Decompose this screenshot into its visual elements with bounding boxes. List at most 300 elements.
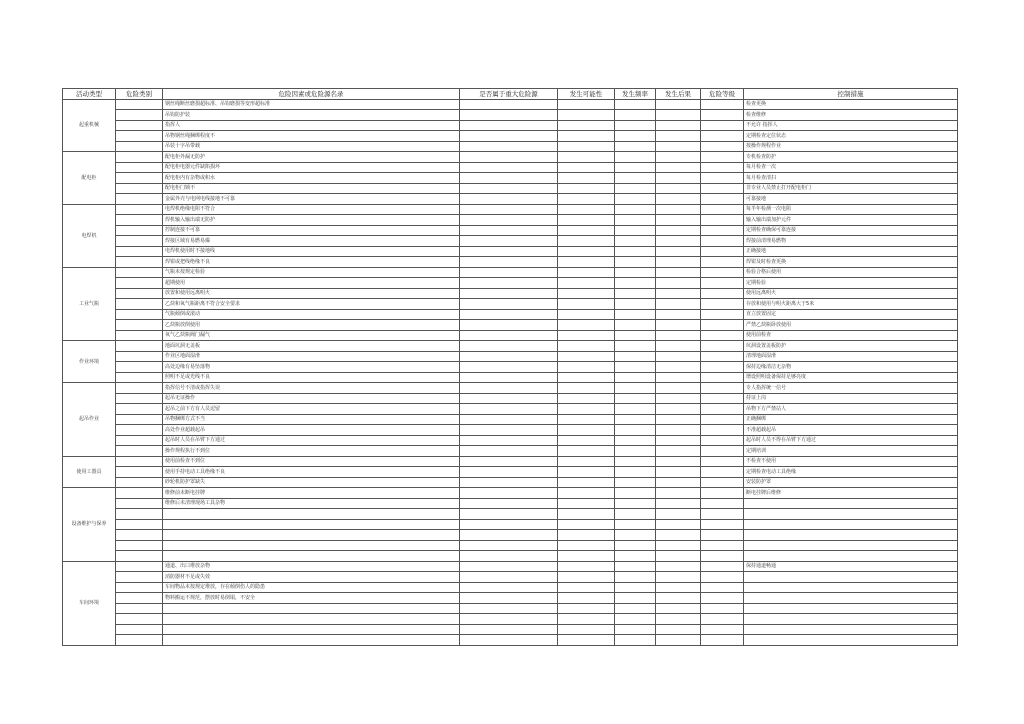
consequence-cell <box>656 393 701 404</box>
consequence-cell <box>656 414 701 425</box>
hazard-category-cell <box>116 351 163 362</box>
frequency-cell <box>615 183 656 194</box>
risk-level-cell <box>701 614 744 625</box>
consequence-cell <box>656 278 701 289</box>
header-likelihood: 发生可能性 <box>558 89 615 100</box>
frequency-cell <box>615 624 656 635</box>
control-measure-cell: 断电挂牌后维修 <box>744 488 958 499</box>
frequency-cell <box>615 404 656 415</box>
hazard-factor-cell: 操作规程执行不到位 <box>163 446 460 457</box>
likelihood-cell <box>558 131 615 142</box>
likelihood-cell <box>558 635 615 646</box>
likelihood-cell <box>558 320 615 331</box>
major-hazard-cell <box>460 131 558 142</box>
risk-level-cell <box>701 194 744 205</box>
risk-level-cell <box>701 141 744 152</box>
frequency-cell <box>615 456 656 467</box>
major-hazard-cell <box>460 362 558 373</box>
control-measure-cell <box>744 582 958 593</box>
major-hazard-cell <box>460 257 558 268</box>
activity-type-cell: 起吊作业 <box>63 383 116 457</box>
major-hazard-cell <box>460 425 558 436</box>
activity-type-cell: 配电柜 <box>63 152 116 205</box>
frequency-cell <box>615 351 656 362</box>
major-hazard-cell <box>460 435 558 446</box>
likelihood-cell <box>558 351 615 362</box>
header-control-measures: 控制措施 <box>744 89 958 100</box>
consequence-cell <box>656 477 701 488</box>
table-row <box>63 215 958 226</box>
frequency-cell <box>615 288 656 299</box>
frequency-cell <box>615 603 656 614</box>
hazard-category-cell <box>116 593 163 604</box>
likelihood-cell <box>558 215 615 226</box>
consequence-cell <box>656 99 701 110</box>
frequency-cell <box>615 477 656 488</box>
consequence-cell <box>656 236 701 247</box>
hazard-factor-cell: 乙炔瓶放倒使用 <box>163 320 460 331</box>
control-measure-cell: 不准超载起吊 <box>744 425 958 436</box>
frequency-cell <box>615 267 656 278</box>
hazard-category-cell <box>116 288 163 299</box>
frequency-cell <box>615 278 656 289</box>
frequency-cell <box>615 141 656 152</box>
frequency-cell <box>615 330 656 341</box>
major-hazard-cell <box>460 236 558 247</box>
activity-type-cell: 电焊机 <box>63 204 116 267</box>
likelihood-cell <box>558 278 615 289</box>
hazard-factor-cell: 金属外壳与电网电线接地不可靠 <box>163 194 460 205</box>
control-measure-cell: 每月检查清扫 <box>744 173 958 184</box>
major-hazard-cell <box>460 624 558 635</box>
frequency-cell <box>615 572 656 583</box>
risk-level-cell <box>701 572 744 583</box>
risk-level-cell <box>701 435 744 446</box>
hazard-factor-cell: 高处作业超载起吊 <box>163 425 460 436</box>
hazard-factor-cell: 指挥信号不清或指挥失误 <box>163 383 460 394</box>
frequency-cell <box>615 215 656 226</box>
control-measure-cell: 坑洞设置盖板防护 <box>744 341 958 352</box>
control-measure-cell: 定期培训 <box>744 446 958 457</box>
frequency-cell <box>615 551 656 562</box>
risk-level-cell <box>701 425 744 436</box>
risk-level-cell <box>701 635 744 646</box>
hazard-category-cell <box>116 330 163 341</box>
control-measure-cell <box>744 530 958 541</box>
major-hazard-cell <box>460 120 558 131</box>
hazard-factor-cell: 焊接区域有易燃易爆 <box>163 236 460 247</box>
hazard-factor-cell: 气瓶未按规定检验 <box>163 267 460 278</box>
consequence-cell <box>656 267 701 278</box>
risk-level-cell <box>701 162 744 173</box>
control-measure-cell: 保持通道畅通 <box>744 561 958 572</box>
major-hazard-cell <box>460 99 558 110</box>
consequence-cell <box>656 204 701 215</box>
consequence-cell <box>656 183 701 194</box>
hazard-factor-cell: 焊机输入输出端无防护 <box>163 215 460 226</box>
control-measure-cell: 正确接地 <box>744 246 958 257</box>
risk-level-cell <box>701 236 744 247</box>
risk-level-cell <box>701 362 744 373</box>
hazard-factor-cell <box>163 519 460 530</box>
hazard-factor-cell: 通道、出口堆放杂物 <box>163 561 460 572</box>
hazard-factor-cell: 照明不足或光线不良 <box>163 372 460 383</box>
table-row <box>63 99 958 110</box>
consequence-cell <box>656 498 701 509</box>
risk-level-cell <box>701 582 744 593</box>
hazard-factor-cell: 砂轮机防护罩缺失 <box>163 477 460 488</box>
hazard-category-cell <box>116 425 163 436</box>
hazard-category-cell <box>116 278 163 289</box>
risk-level-cell <box>701 519 744 530</box>
likelihood-cell <box>558 593 615 604</box>
hazard-factor-cell: 钢丝绳断丝磨损超标准、吊钩磨损等变形超标准 <box>163 99 460 110</box>
consequence-cell <box>656 540 701 551</box>
likelihood-cell <box>558 425 615 436</box>
hazard-category-cell <box>116 194 163 205</box>
hazard-factor-cell: 消防器材不足或失效 <box>163 572 460 583</box>
hazard-factor-cell <box>163 509 460 520</box>
risk-level-cell <box>701 215 744 226</box>
hazard-category-cell <box>116 414 163 425</box>
header-frequency: 发生频率 <box>615 89 656 100</box>
major-hazard-cell <box>460 530 558 541</box>
header-hazard-factor: 危险因素或危险源名录 <box>163 89 460 100</box>
likelihood-cell <box>558 372 615 383</box>
likelihood-cell <box>558 120 615 131</box>
major-hazard-cell <box>460 246 558 257</box>
control-measure-cell: 定期检查定位状态 <box>744 131 958 142</box>
hazard-category-cell <box>116 530 163 541</box>
table-row <box>63 288 958 299</box>
control-measure-cell <box>744 614 958 625</box>
control-measure-cell: 焊钳及时检查更换 <box>744 257 958 268</box>
major-hazard-cell <box>460 351 558 362</box>
frequency-cell <box>615 131 656 142</box>
consequence-cell <box>656 162 701 173</box>
table-row <box>63 530 958 541</box>
risk-level-cell <box>701 593 744 604</box>
consequence-cell <box>656 215 701 226</box>
hazard-category-cell <box>116 477 163 488</box>
major-hazard-cell <box>460 278 558 289</box>
consequence-cell <box>656 624 701 635</box>
risk-level-cell <box>701 173 744 184</box>
frequency-cell <box>615 225 656 236</box>
control-measure-cell: 检查更换 <box>744 99 958 110</box>
hazard-category-cell <box>116 267 163 278</box>
consequence-cell <box>656 131 701 142</box>
risk-level-cell <box>701 414 744 425</box>
hazard-factor-cell: 高处边缘有易坠落物 <box>163 362 460 373</box>
table-row <box>63 141 958 152</box>
hazard-category-cell <box>116 320 163 331</box>
frequency-cell <box>615 593 656 604</box>
hazard-category-cell <box>116 110 163 121</box>
likelihood-cell <box>558 519 615 530</box>
control-measure-cell: 使用远离明火 <box>744 288 958 299</box>
likelihood-cell <box>558 467 615 478</box>
major-hazard-cell <box>460 467 558 478</box>
hazard-factor-cell <box>163 635 460 646</box>
frequency-cell <box>615 299 656 310</box>
major-hazard-cell <box>460 582 558 593</box>
control-measure-cell <box>744 635 958 646</box>
likelihood-cell <box>558 183 615 194</box>
hazard-category-cell <box>116 225 163 236</box>
consequence-cell <box>656 351 701 362</box>
control-measure-cell <box>744 540 958 551</box>
hazard-factor-cell: 使用手持电动工具绝缘不良 <box>163 467 460 478</box>
consequence-cell <box>656 257 701 268</box>
hazard-category-cell <box>116 603 163 614</box>
likelihood-cell <box>558 624 615 635</box>
frequency-cell <box>615 393 656 404</box>
major-hazard-cell <box>460 288 558 299</box>
activity-type-cell: 设备维护与保养 <box>63 488 116 562</box>
hazard-factor-cell <box>163 603 460 614</box>
hazard-factor-cell <box>163 551 460 562</box>
control-measure-cell: 每月检查一次 <box>744 162 958 173</box>
hazard-factor-cell: 车间物品未按规定堆放，存在倾倒伤人的隐患 <box>163 582 460 593</box>
frequency-cell <box>615 383 656 394</box>
table-row <box>63 110 958 121</box>
major-hazard-cell <box>460 299 558 310</box>
risk-level-cell <box>701 383 744 394</box>
likelihood-cell <box>558 152 615 163</box>
frequency-cell <box>615 246 656 257</box>
likelihood-cell <box>558 456 615 467</box>
hazard-category-cell <box>116 299 163 310</box>
table-row <box>63 456 958 467</box>
major-hazard-cell <box>460 488 558 499</box>
control-measure-cell: 安装防护罩 <box>744 477 958 488</box>
table-row <box>63 162 958 173</box>
control-measure-cell: 检验合格后使用 <box>744 267 958 278</box>
risk-level-cell <box>701 456 744 467</box>
table-row <box>63 582 958 593</box>
table-row <box>63 404 958 415</box>
table-row <box>63 257 958 268</box>
control-measure-cell: 存放和使用与明火距离大于5米 <box>744 299 958 310</box>
risk-level-cell <box>701 561 744 572</box>
frequency-cell <box>615 498 656 509</box>
hazard-category-cell <box>116 561 163 572</box>
major-hazard-cell <box>460 603 558 614</box>
hazard-factor-cell: 使用前检查不到位 <box>163 456 460 467</box>
consequence-cell <box>656 120 701 131</box>
frequency-cell <box>615 509 656 520</box>
likelihood-cell <box>558 393 615 404</box>
major-hazard-cell <box>460 309 558 320</box>
likelihood-cell <box>558 603 615 614</box>
likelihood-cell <box>558 498 615 509</box>
hazard-factor-cell <box>163 530 460 541</box>
likelihood-cell <box>558 551 615 562</box>
risk-level-cell <box>701 341 744 352</box>
major-hazard-cell <box>460 341 558 352</box>
table-row <box>63 372 958 383</box>
hazard-category-cell <box>116 372 163 383</box>
hazard-factor-cell: 放置和使用远离明火 <box>163 288 460 299</box>
consequence-cell <box>656 425 701 436</box>
frequency-cell <box>615 194 656 205</box>
hazard-category-cell <box>116 582 163 593</box>
consequence-cell <box>656 320 701 331</box>
frequency-cell <box>615 540 656 551</box>
hazard-category-cell <box>116 551 163 562</box>
control-measure-cell: 持证上岗 <box>744 393 958 404</box>
table-row <box>63 551 958 562</box>
major-hazard-cell <box>460 204 558 215</box>
table-row <box>63 309 958 320</box>
hazard-category-cell <box>116 572 163 583</box>
hazard-factor-cell: 配电柜外漏无防护 <box>163 152 460 163</box>
consequence-cell <box>656 383 701 394</box>
control-measure-cell <box>744 551 958 562</box>
likelihood-cell <box>558 572 615 583</box>
major-hazard-cell <box>460 393 558 404</box>
major-hazard-cell <box>460 215 558 226</box>
frequency-cell <box>615 120 656 131</box>
risk-level-cell <box>701 624 744 635</box>
table-row <box>63 603 958 614</box>
frequency-cell <box>615 425 656 436</box>
header-major-hazard: 是否属于重大危险源 <box>460 89 558 100</box>
consequence-cell <box>656 551 701 562</box>
hazard-category-cell <box>116 341 163 352</box>
table-row <box>63 435 958 446</box>
consequence-cell <box>656 582 701 593</box>
risk-level-cell <box>701 393 744 404</box>
consequence-cell <box>656 173 701 184</box>
consequence-cell <box>656 330 701 341</box>
table-row <box>63 194 958 205</box>
control-measure-cell <box>744 624 958 635</box>
control-measure-cell: 不检查不使用 <box>744 456 958 467</box>
major-hazard-cell <box>460 551 558 562</box>
frequency-cell <box>615 162 656 173</box>
major-hazard-cell <box>460 383 558 394</box>
major-hazard-cell <box>460 519 558 530</box>
hazard-factor-cell: 起吊时人员在吊臂下方通过 <box>163 435 460 446</box>
hazard-category-cell <box>116 204 163 215</box>
activity-type-cell: 使用工器具 <box>63 456 116 488</box>
hazard-factor-cell: 电焊机绝缘电阻不符合 <box>163 204 460 215</box>
frequency-cell <box>615 309 656 320</box>
hazard-factor-cell: 乙炔和氧气瓶距离不符合安全要求 <box>163 299 460 310</box>
table-row <box>63 414 958 425</box>
hazard-factor-cell: 配电柜门锁不 <box>163 183 460 194</box>
hazard-category-cell <box>116 383 163 394</box>
table-row <box>63 425 958 436</box>
hazard-category-cell <box>116 99 163 110</box>
hazard-category-cell <box>116 488 163 499</box>
likelihood-cell <box>558 141 615 152</box>
table-row <box>63 173 958 184</box>
likelihood-cell <box>558 246 615 257</box>
frequency-cell <box>615 530 656 541</box>
hazard-factor-cell: 吊钩防护装 <box>163 110 460 121</box>
table-row <box>63 120 958 131</box>
frequency-cell <box>615 173 656 184</box>
risk-level-cell <box>701 404 744 415</box>
consequence-cell <box>656 635 701 646</box>
control-measure-cell: 增设照明设备保持足够亮度 <box>744 372 958 383</box>
table-row <box>63 519 958 530</box>
hazard-category-cell <box>116 509 163 520</box>
frequency-cell <box>615 435 656 446</box>
consequence-cell <box>656 141 701 152</box>
hazard-category-cell <box>116 404 163 415</box>
control-measure-cell: 直立放置固定 <box>744 309 958 320</box>
major-hazard-cell <box>460 509 558 520</box>
frequency-cell <box>615 561 656 572</box>
risk-level-cell <box>701 257 744 268</box>
table-row <box>63 225 958 236</box>
activity-type-cell: 工业气瓶 <box>63 267 116 341</box>
hazard-category-cell <box>116 309 163 320</box>
table-row <box>63 572 958 583</box>
likelihood-cell <box>558 383 615 394</box>
major-hazard-cell <box>460 414 558 425</box>
likelihood-cell <box>558 173 615 184</box>
hazard-category-cell <box>116 540 163 551</box>
hazard-factor-cell: 吊装十字吊带载 <box>163 141 460 152</box>
activity-type-cell: 起重机械 <box>63 99 116 152</box>
header-row <box>63 89 958 100</box>
major-hazard-cell <box>460 372 558 383</box>
major-hazard-cell <box>460 572 558 583</box>
risk-level-cell <box>701 488 744 499</box>
likelihood-cell <box>558 309 615 320</box>
consequence-cell <box>656 561 701 572</box>
likelihood-cell <box>558 341 615 352</box>
risk-level-cell <box>701 540 744 551</box>
activity-type-cell: 车间环境 <box>63 561 116 645</box>
hazard-factor-cell <box>163 540 460 551</box>
consequence-cell <box>656 299 701 310</box>
likelihood-cell <box>558 540 615 551</box>
frequency-cell <box>615 635 656 646</box>
hazard-category-cell <box>116 393 163 404</box>
table-row <box>63 351 958 362</box>
table-row <box>63 635 958 646</box>
major-hazard-cell <box>460 498 558 509</box>
major-hazard-cell <box>460 152 558 163</box>
consequence-cell <box>656 110 701 121</box>
table-row <box>63 204 958 215</box>
risk-level-cell <box>701 267 744 278</box>
major-hazard-cell <box>460 141 558 152</box>
consequence-cell <box>656 488 701 499</box>
header-risk-level: 危险等级 <box>701 89 744 100</box>
table-row <box>63 267 958 278</box>
table-row <box>63 246 958 257</box>
frequency-cell <box>615 488 656 499</box>
hazard-category-cell <box>116 257 163 268</box>
control-measure-cell: 定期检验 <box>744 278 958 289</box>
frequency-cell <box>615 257 656 268</box>
control-measure-cell: 使用前检查 <box>744 330 958 341</box>
major-hazard-cell <box>460 330 558 341</box>
hazard-factor-cell <box>163 624 460 635</box>
likelihood-cell <box>558 204 615 215</box>
major-hazard-cell <box>460 183 558 194</box>
consequence-cell <box>656 435 701 446</box>
table-row <box>63 236 958 247</box>
frequency-cell <box>615 152 656 163</box>
